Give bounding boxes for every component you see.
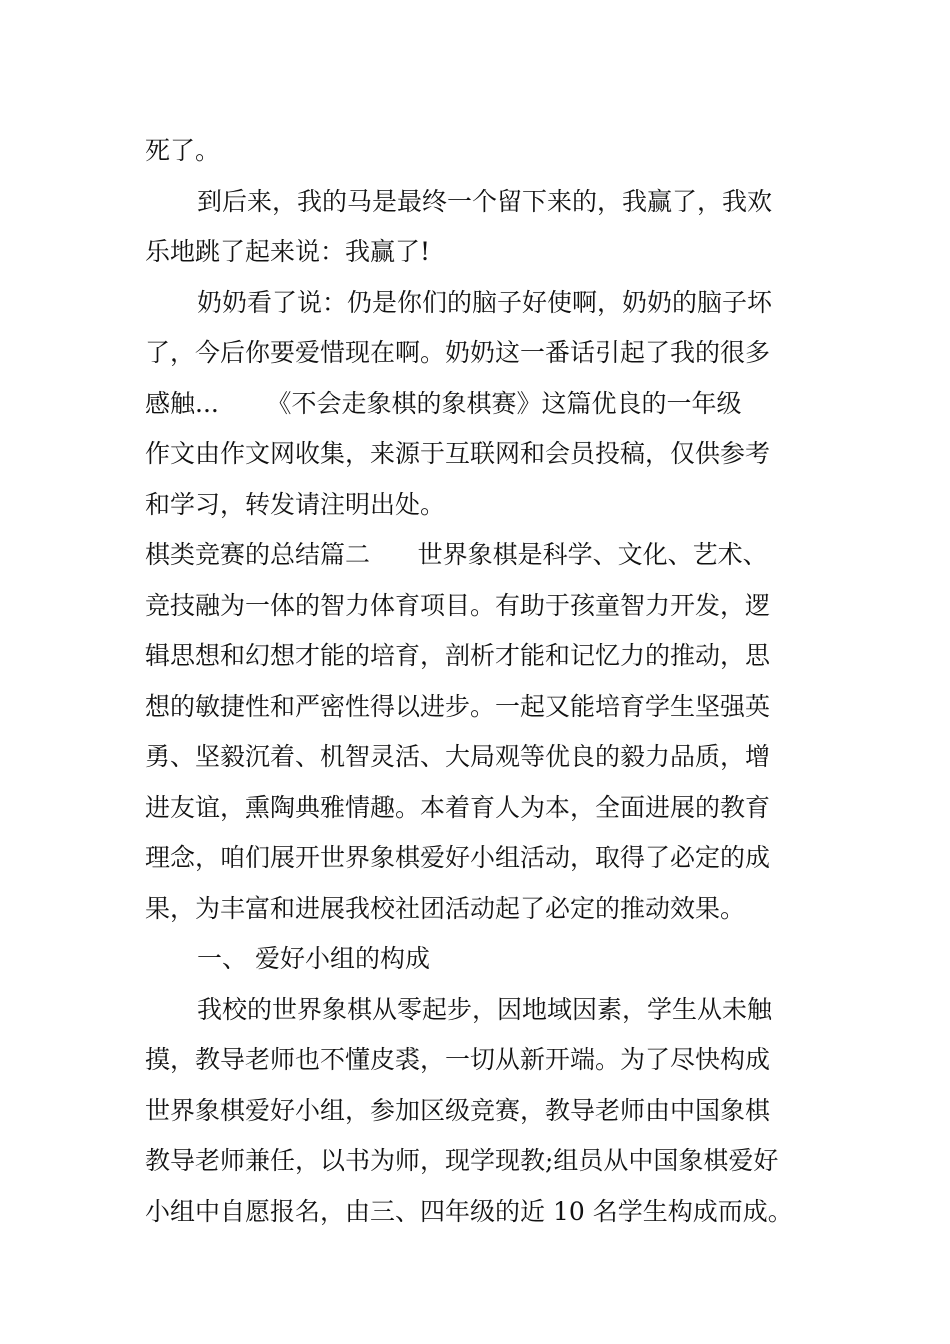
text-line: 教导老师兼任，以书为师，现学现教;组员从中国象棋爱好 (145, 1146, 779, 1175)
text-line: 理念，咱们展开世界象棋爱好小组活动，取得了必定的成 (145, 843, 771, 872)
text-line: 感触... 《不会走象棋的象棋赛》这篇优良的一年级 (145, 388, 742, 418)
text-line: 果，为丰富和进展我校社团活动起了必定的推动效果。 (145, 893, 746, 923)
text-line: 世界象棋爱好小组，参加区级竞赛，教导老师由中国象棋 (145, 1095, 771, 1125)
text-line: 乐地跳了起来说：我赢了! (145, 237, 431, 266)
paragraph-line: 到后来，我的马是最终一个留下来的，我赢了，我欢 (197, 186, 773, 216)
text-line: 和学习，转发请注明出处。 (145, 489, 446, 519)
text-line: 了，今后你要爱惜现在啊。奶奶这一番话引起了我的很多 (145, 338, 771, 367)
text-line: 辑思想和幻想才能的培育，剖析才能和记忆力的推动，思 (145, 641, 771, 670)
text-line: 进友谊，熏陶典雅情趣。本着育人为本，全面进展的教育 (145, 792, 771, 822)
section-heading-line: 棋类竞赛的总结篇二 世界象棋是科学、文化、艺术、 (145, 540, 768, 569)
text-line: 竞技融为一体的智力体育项目。有助于孩童智力开发，逻 (145, 590, 771, 620)
text-line: 死了。 (145, 136, 221, 165)
text-line: 作文由作文网收集，来源于互联网和会员投稿，仅供参考 (145, 439, 771, 468)
paragraph-line: 我校的世界象棋从零起步，因地域因素，学生从未触 (197, 994, 773, 1024)
text-line: 小组中自愿报名，由三、四年级的近 10 名学生构成而成。 (145, 1196, 793, 1226)
paragraph-line: 奶奶看了说：仍是你们的脑子好使啊，奶奶的脑子坏 (197, 287, 773, 317)
text-line: 勇、坚毅沉着、机智灵活、大局观等优良的毅力品质，增 (145, 742, 771, 771)
text-line: 想的敏捷性和严密性得以进步。一起又能培育学生坚强英 (145, 691, 771, 721)
subheading-line: 一、 爱好小组的构成 (197, 944, 430, 973)
document-body (145, 126, 810, 1237)
text-line: 摸，教导老师也不懂皮裘，一切从新开端。为了尽快构成 (145, 1045, 771, 1074)
